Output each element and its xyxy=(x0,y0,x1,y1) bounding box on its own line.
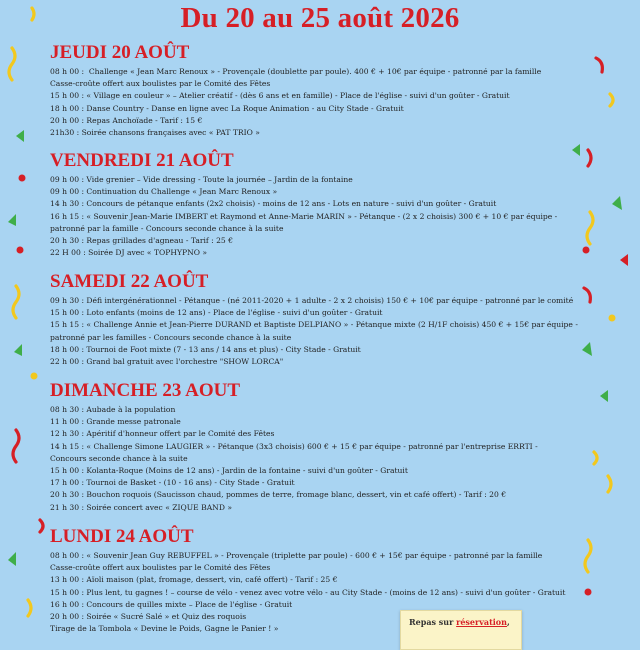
event-line: 17 h 00 : Tournoi de Basket - (10 - 16 ans) - City Stade - Gratuit xyxy=(50,478,295,488)
day-section xyxy=(50,42,590,139)
confetti-squiggle xyxy=(594,452,597,464)
confetti-triangle xyxy=(612,196,622,210)
confetti-triangle xyxy=(14,344,22,356)
event-line: 15 h 00 : Plus lent, tu gagnes ! – course de vélo - venez avec votre vélo - au City Stade - (moins de 12 ans) - suivi d'un goûter - Gratuit xyxy=(50,587,566,597)
event-line: 13 h 00 : Aïoli maison (plat, fromage, dessert, vin, café offert) - Tarif : 25 € xyxy=(50,575,338,585)
confetti-triangle xyxy=(8,552,16,566)
event-line: Casse-croûte offert aux boulistes par le Comité des Fêtes xyxy=(50,79,271,89)
event-line: patronné par la famille - Concours seconde chance à la suite xyxy=(50,223,284,233)
confetti-dot xyxy=(31,373,38,380)
event-line: Concours seconde chance à la suite xyxy=(50,453,188,463)
event-line: Casse-croûte offert aux boulistes par le Comité des Fêtes xyxy=(50,563,271,573)
event-line: 20 h 30 : Bouchon roquois (Saucisson chaud, pommes de terre, fromage blanc, dessert, vin et café offert) - Tarif : 20 € xyxy=(50,490,507,500)
confetti-squiggle xyxy=(596,58,602,72)
event-line: 08 h 30 : Aubade à la population xyxy=(50,405,176,414)
event-line: 18 h 00 : Tournoi de Foot mixte (7 - 13 ans / 14 ans et plus) - City Stade - Gratuit xyxy=(50,344,361,354)
day-section xyxy=(50,380,590,514)
event-line: 09 h 00 : Vide grenier – Vide dressing - Toute la journée – Jardin de la fontaine xyxy=(50,175,353,184)
event-line: 08 h 00 : « Souvenir Jean Guy REBUFFEL » - Provençale (triplette par poule) - 600 € + 15€ par équipe - patronné par la famille xyxy=(50,551,543,560)
event-line: 22 h 00 : Grand bal gratuit avec l'orchestre "SHOW LORCA" xyxy=(50,357,284,367)
reservation-link[interactable]: réservation xyxy=(456,617,507,627)
event-line: 11 h 00 : Grande messe patronale xyxy=(50,417,181,427)
event-line: 09 h 30 : Défi intergénérationnel - Pétanque - (né 2011-2020 + 1 adulte - 2 x 2 choisis) 150 € + 10€ par équipe - patronné par le comité xyxy=(50,296,574,305)
page-title: Du 20 au 25 août 2026 xyxy=(180,2,460,34)
confetti-triangle xyxy=(600,390,608,402)
event-line: 16 h 15 : « Souvenir Jean-Marie IMBERT et Raymond et Anne-Marie MARIN » - Pétanque - (2 x 2 choisis) 300 € + 10 € par équipe - xyxy=(50,211,558,221)
day-section xyxy=(50,150,590,259)
event-line: 15 h 00 : Kolanta-Roque (Moins de 12 ans) - Jardin de la fontaine - suivi d'un goûter - Gratuit xyxy=(50,466,408,476)
day-heading: LUNDI 24 AOÛT xyxy=(50,526,194,547)
confetti-squiggle xyxy=(608,476,611,492)
event-line: 09 h 00 : Continuation du Challenge « Jean Marc Renoux » xyxy=(50,187,278,197)
event-line: 16 h 00 : Concours de quilles mixte – Place de l'église - Gratuit xyxy=(50,599,293,609)
event-line: 18 h 00 : Danse Country - Danse en ligne avec La Roque Animation - au City Stade - Gratuit xyxy=(50,103,404,113)
event-line: patronné par les familles - Concours seconde chance à la suite xyxy=(50,332,292,342)
confetti-dot xyxy=(17,247,24,254)
note-prefix: Repas sur xyxy=(409,617,457,627)
confetti-squiggle xyxy=(9,48,15,80)
confetti-triangle xyxy=(16,130,24,142)
confetti-triangle xyxy=(8,214,16,226)
event-line: 20 h 00 : Soirée « Sucré Salé » et Quiz des roquois xyxy=(50,612,247,622)
day-section xyxy=(50,271,590,368)
reservation-note xyxy=(400,610,522,650)
event-line: 20 h 30 : Repas grillades d'agneau - Tarif : 25 € xyxy=(50,236,234,246)
confetti-triangle xyxy=(620,254,628,266)
event-line: 08 h 00 : Challenge « Jean Marc Renoux » - Provençale (doublette par poule). 400 € + 10€ par équipe - patronné par la famille xyxy=(50,67,542,76)
day-heading: VENDREDI 21 AOÛT xyxy=(50,150,234,171)
event-line: 12 h 30 : Apéritif d'honneur offert par le Comité des Fêtes xyxy=(50,429,275,439)
confetti-dot xyxy=(609,315,616,322)
confetti-squiggle xyxy=(13,286,19,318)
event-line: 21h30 : Soirée chansons françaises avec « PAT TRIO » xyxy=(50,128,260,138)
event-line: 21 h 30 : Soirée concert avec « ZIQUE BAND » xyxy=(50,502,232,512)
event-line: 15 h 00 : Loto enfants (moins de 12 ans) - Place de l'église - suivi d'un goûter - Gratuit xyxy=(50,308,383,318)
event-line: 20 h 00 : Repas Anchoïade - Tarif : 15 € xyxy=(50,115,203,125)
confetti-dot xyxy=(19,175,26,182)
confetti-squiggle xyxy=(13,430,19,462)
day-heading: DIMANCHE 23 AOUT xyxy=(50,380,241,401)
note-suffix: , xyxy=(506,617,510,627)
day-heading: JEUDI 20 AOÛT xyxy=(50,42,190,63)
confetti-squiggle xyxy=(28,600,31,616)
day-heading: SAMEDI 22 AOÛT xyxy=(50,271,209,292)
event-line: 22 H 00 : Soirée DJ avec « TOPHYPNO » xyxy=(50,248,208,258)
event-line: 14 h 30 : Concours de pétanque enfants (2x2 choisis) - moins de 12 ans - Lots en nature - suivi d'un goûter - Gratuit xyxy=(50,199,497,209)
event-line: 15 h 15 : « Challenge Annie et Jean-Pierre DURAND et Baptiste DELPIANO » - Pétanque mixte (2 H/1F choisis) 450 € + 15€ par équipe - xyxy=(50,320,578,330)
confetti-squiggle xyxy=(40,520,43,532)
event-line: 15 h 00 : « Village en couleur » – Atelier créatif - (dès 6 ans et en famille) - Place de l'église - suivi d'un goûter - Gratuit xyxy=(50,91,510,101)
event-line: 14 h 15 : « Challenge Simone LAUGIER » - Pétanque (3x3 choisis) 600 € + 15 € par équipe - patronné par l'entreprise ERRTI - xyxy=(50,441,538,451)
confetti-squiggle xyxy=(610,94,613,106)
event-line: Tirage de la Tombola « Devine le Poids, Gagne le Panier ! » xyxy=(50,624,279,634)
